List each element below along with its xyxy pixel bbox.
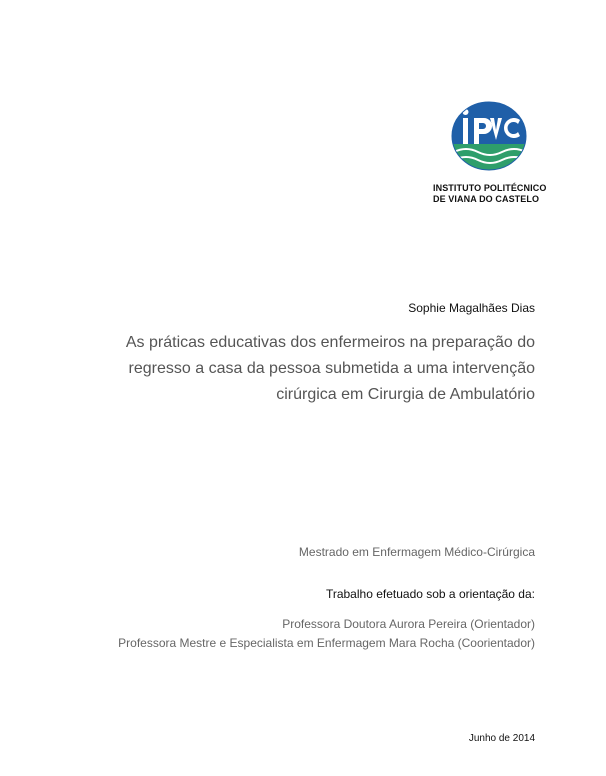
supervision-label: Trabalho efetuado sob a orientação da:	[325, 587, 535, 601]
submission-date: Junho de 2014	[468, 733, 535, 744]
advisor-primary: Professora Doutora Aurora Pereira (Orientador)	[282, 617, 535, 631]
institution-logo	[450, 100, 528, 172]
thesis-title	[126, 330, 535, 408]
institution-name	[433, 183, 546, 205]
advisors-list	[118, 615, 535, 653]
degree-program: Mestrado em Enfermagem Médico-Cirúrgica	[298, 545, 535, 559]
thesis-title-line1: As práticas educativas dos enfermeiros na preparação do	[125, 334, 535, 351]
institution-name-line2: DE VIANA DO CASTELO	[433, 194, 540, 204]
thesis-title-line3: cirúrgica em Cirurgia de Ambulatório	[276, 386, 535, 403]
advisor-co: Professora Mestre e Especialista em Enfermagem Mara Rocha (Coorientador)	[118, 636, 535, 650]
thesis-title-line2: regresso a casa da pessoa submetida a uma intervenção	[128, 360, 535, 377]
institution-name-line1: INSTITUTO POLITÉCNICO	[433, 183, 547, 193]
author-name: Sophie Magalhães Dias	[408, 301, 535, 315]
